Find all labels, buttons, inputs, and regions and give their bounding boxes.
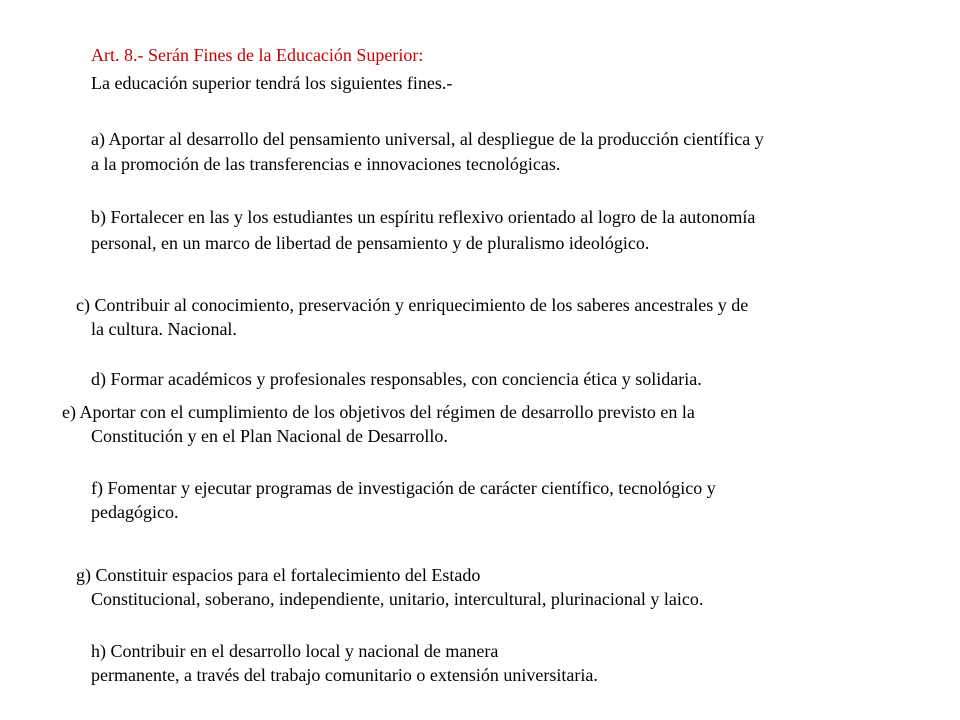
list-item-d-line1: d) Formar académicos y profesionales responsables, con conciencia ética y solidaria.: [91, 369, 702, 389]
list-item-c-line1: c) Contribuir al conocimiento, preservación y enriquecimiento de los saberes ancestrales y de: [76, 295, 749, 315]
list-item-g-line1: g) Constituir espacios para el fortalecimiento del Estado: [76, 565, 481, 585]
list-item-f-line2: pedagógico.: [91, 502, 179, 522]
list-item-g-line2: Constitucional, soberano, independiente, unitario, intercultural, plurinacional y laico.: [91, 589, 704, 609]
article-intro: La educación superior tendrá los siguientes fines.-: [91, 73, 453, 93]
list-item-b-line1: b) Fortalecer en las y los estudiantes un espíritu reflexivo orientado al logro de la autonomía: [91, 207, 756, 227]
list-item-c-line2: la cultura. Nacional.: [91, 319, 237, 339]
list-item-f-line1: f) Fomentar y ejecutar programas de investigación de carácter científico, tecnológico y: [91, 478, 716, 498]
list-item-a-line2: a la promoción de las transferencias e innovaciones tecnológicas.: [91, 154, 561, 174]
list-item-a-line1: a) Aportar al desarrollo del pensamiento universal, al despliegue de la producción científica y: [91, 129, 764, 149]
list-item-e-line2: Constitución y en el Plan Nacional de Desarrollo.: [91, 426, 448, 446]
list-item-h-line1: h) Contribuir en el desarrollo local y nacional de manera: [91, 641, 499, 661]
list-item-h-line2: permanente, a través del trabajo comunitario o extensión universitaria.: [91, 665, 598, 685]
list-item-b-line2: personal, en un marco de libertad de pensamiento y de pluralismo ideológico.: [91, 233, 650, 253]
article-title: Art. 8.- Serán Fines de la Educación Superior:: [91, 45, 424, 65]
list-item-e-line1: e) Aportar con el cumplimiento de los objetivos del régimen de desarrollo previsto en la: [62, 402, 695, 422]
